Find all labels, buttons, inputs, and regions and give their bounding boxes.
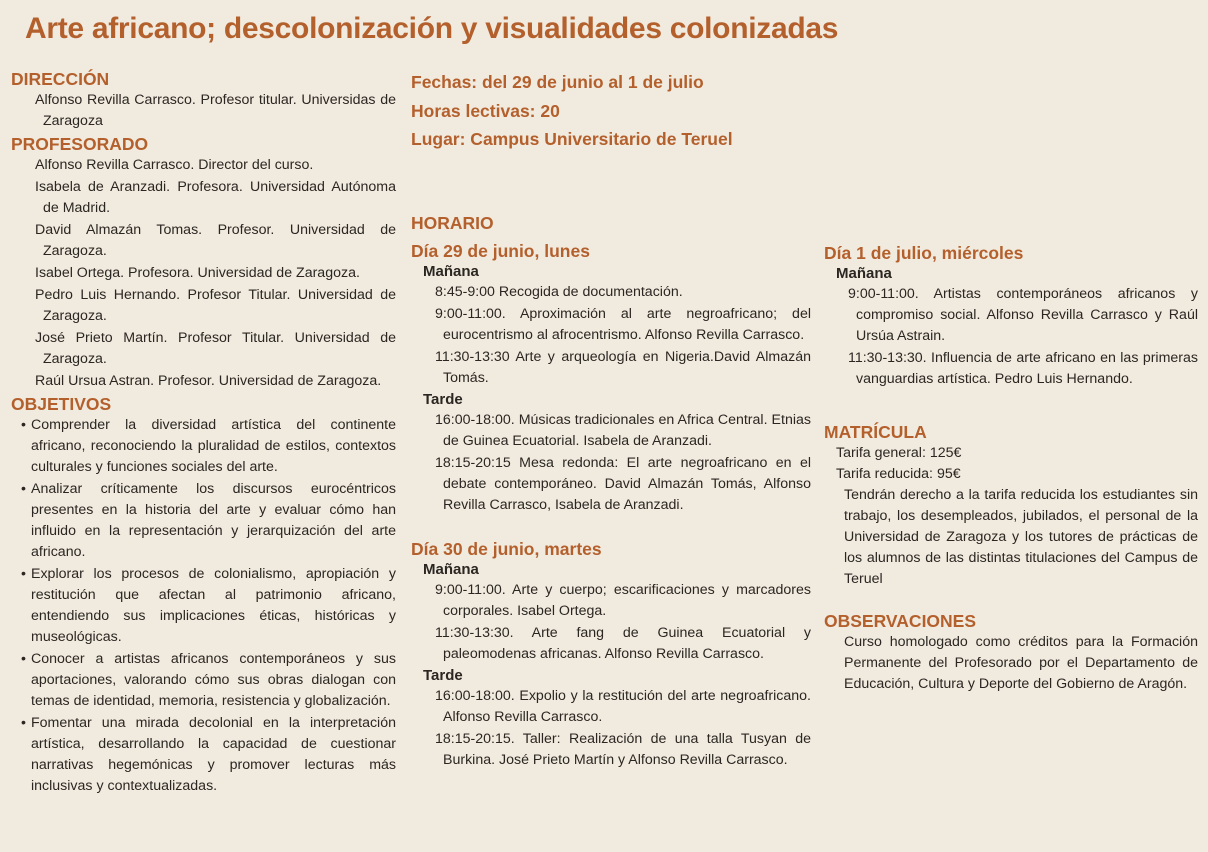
matricula-text: Tendrán derecho a la tarifa reducida los estudiantes sin trabajo, los desempleados, jubilados, el personal de la Universidad de Zaragoza y los tutores de prácticas de los alumnos de las distintas titulaciones del Campus de Teruel xyxy=(844,487,1198,587)
schedule-item: 9:00-11:00. Aproximación al arte negroafricano; del eurocentrismo al afrocentrismo. Alfonso Revilla Carrasco. xyxy=(435,305,811,343)
direccion-text: Alfonso Revilla Carrasco. Profesor titular. Universidas de Zaragoza xyxy=(35,92,396,129)
tarifa-reducida: Tarifa reducida: 95€ xyxy=(836,466,961,482)
observaciones-text: Curso homologado como créditos para la Formación Permanente del Profesorado por el Departamento de Educación, Cultura y Deporte del Gobierno de Aragón. xyxy=(844,634,1198,692)
middle-column xyxy=(411,68,811,772)
tarifa-general: Tarifa general: 125€ xyxy=(836,445,962,461)
left-column xyxy=(11,68,396,798)
day3-manana: Mañana xyxy=(836,265,892,282)
schedule-item: 11:30-13:30. Influencia de arte africano en las primeras vanguardias artística. Pedro Luis Hernando. xyxy=(848,350,1198,387)
direccion-heading: DIRECCIÓN xyxy=(11,69,110,89)
profesorado-item: Alfonso Revilla Carrasco. Director del curso. xyxy=(35,157,314,173)
schedule-item: 16:00-18:00. Músicas tradicionales en Africa Central. Etnias de Guinea Ecuatorial. Isabela de Aranzadi. xyxy=(435,411,811,449)
objetivo-item: • Conocer a artistas africanos contemporáneos y sus aportaciones, valorando cómo sus obras dialogan con temas de identidad, memoria, resistencia y globalización. xyxy=(11,649,396,712)
profesorado-item: Isabel Ortega. Profesora. Universidad de Zaragoza. xyxy=(35,265,360,281)
objetivo-item: • Fomentar una mirada decolonial en la interpretación artística, desarrollando la capacidad de cuestionar narrativas hegemónicas y promover lecturas más inclusivas y contextualizadas. xyxy=(11,713,396,797)
profesorado-heading: PROFESORADO xyxy=(11,134,149,154)
schedule-item: 11:30-13:30. Arte fang de Guinea Ecuatorial y paleomodenas africanas. Alfonso Revilla Carrasco. xyxy=(435,624,811,662)
observaciones-heading: OBSERVACIONES xyxy=(824,611,977,631)
profesorado-item: Isabela de Aranzadi. Profesora. Universidad Autónoma de Madrid. xyxy=(35,179,396,216)
day1-title: Día 29 de junio, lunes xyxy=(411,240,590,261)
schedule-item: 9:00-11:00. Artistas contemporáneos africanos y compromiso social. Alfonso Revilla Carrasco y Raúl Ursúa Astrain. xyxy=(848,286,1198,344)
day2-tarde: Tarde xyxy=(423,666,463,684)
profesorado-item: Raúl Ursua Astran. Profesor. Universidad de Zaragoza. xyxy=(35,373,382,389)
schedule-item: 18:15-20:15 Mesa redonda: El arte negroafricano en el debate contemporáneo. David Almazán Tomás, Alfonso Revilla Carrasco, Isabela de Aranzadi. xyxy=(435,454,811,513)
schedule-item: 18:15-20:15. Taller: Realización de una talla Tusyan de Burkina. José Prieto Martín y Alfonso Revilla Carrasco. xyxy=(435,730,811,768)
objetivos-list xyxy=(11,415,396,797)
objetivos-heading: OBJETIVOS xyxy=(11,394,112,414)
horas-lectivas: Horas lectivas: 20 xyxy=(411,100,560,121)
day2-title: Día 30 de junio, martes xyxy=(411,538,602,559)
matricula-heading: MATRÍCULA xyxy=(824,422,927,442)
page-title: Arte africano; descolonización y visualidades colonizadas xyxy=(25,12,839,45)
day3-title: Día 1 de julio, miércoles xyxy=(824,243,1024,263)
objetivo-item: • Analizar críticamente los discursos eurocéntricos presentes en la historia del arte y evaluar cómo han influido en la representación y jerarquización del arte africano. xyxy=(11,479,396,563)
schedule-item: 16:00-18:00. Expolio y la restitución del arte negroafricano. Alfonso Revilla Carrasco. xyxy=(435,687,811,725)
schedule-item: 8:45-9:00 Recogida de documentación. xyxy=(435,283,683,300)
day1-manana: Mañana xyxy=(423,262,479,280)
right-column xyxy=(824,242,1198,695)
schedule-item: 9:00-11:00. Arte y cuerpo; escarificaciones y marcadores corporales. Isabel Ortega. xyxy=(435,581,811,619)
horario-heading: HORARIO xyxy=(411,212,494,233)
lugar: Lugar: Campus Universitario de Teruel xyxy=(411,129,733,149)
fechas: Fechas: del 29 de junio al 1 de julio xyxy=(411,72,704,92)
profesorado-item: Pedro Luis Hernando. Profesor Titular. Universidad de Zaragoza. xyxy=(35,287,396,324)
objetivo-item: • Explorar los procesos de colonialismo, apropiación y restitución que afectan al patrimonio africano, entendiendo sus implicaciones éticas, históricas y museológicas. xyxy=(11,564,396,648)
profesorado-item: José Prieto Martín. Profesor Titular. Universidad de Zaragoza. xyxy=(35,330,396,367)
schedule-item: 11:30-13:30 Arte y arqueología en Nigeria.David Almazán Tomás. xyxy=(435,348,811,386)
day1-tarde: Tarde xyxy=(423,390,463,408)
profesorado-item: David Almazán Tomas. Profesor. Universidad de Zaragoza. xyxy=(35,222,396,259)
day2-manana: Mañana xyxy=(423,560,479,578)
objetivo-item: • Comprender la diversidad artística del continente africano, reconociendo la pluralidad de estilos, contextos culturales y funciones sociales del arte. xyxy=(11,415,396,478)
